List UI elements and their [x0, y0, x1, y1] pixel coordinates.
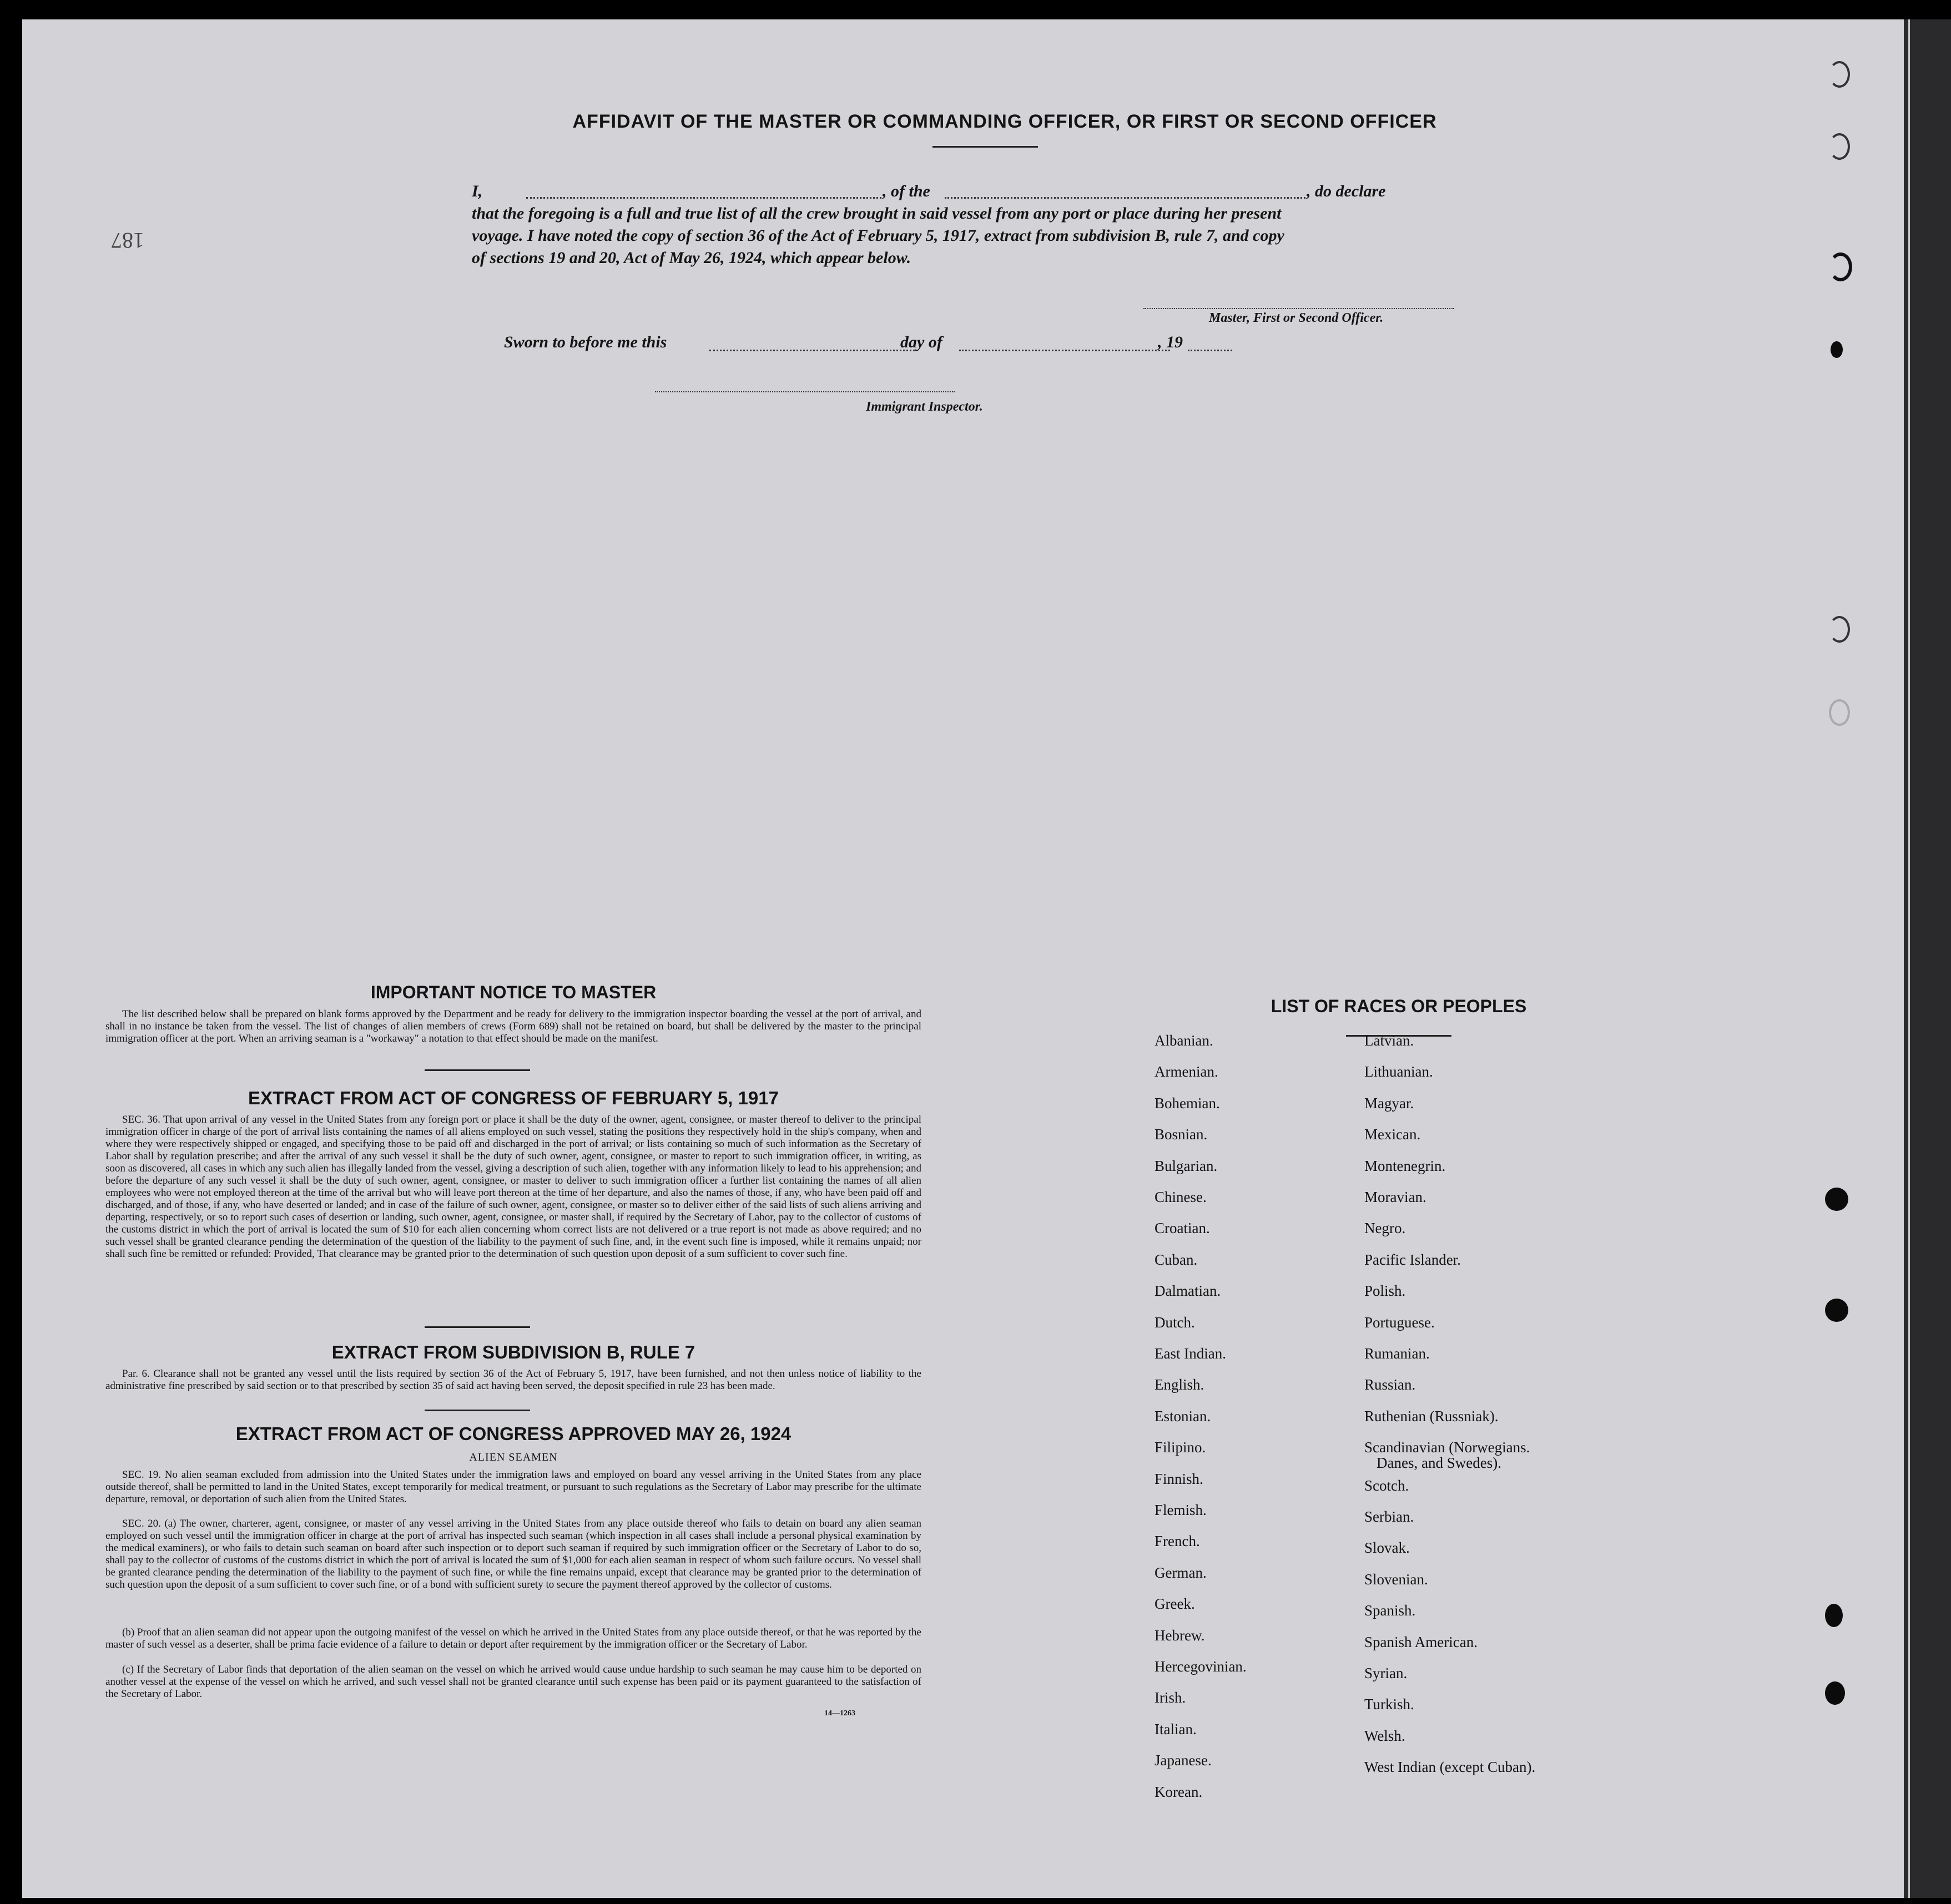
sworn-day-of: day of — [900, 333, 942, 351]
extract-1917-title: EXTRACT FROM ACT OF CONGRESS OF FEBRUARY 5, 1917 — [248, 1088, 779, 1108]
race-item: Scotch. — [1364, 1477, 1409, 1494]
race-item: Finnish. — [1155, 1470, 1203, 1487]
race-item: Portuguese. — [1364, 1314, 1435, 1331]
binder-hole — [1829, 252, 1852, 281]
affidavit-line3: voyage. I have noted the copy of section 36 of the Act of February 5, 1917, extract from subdivision B, rule 7, and copy — [472, 226, 1284, 245]
sworn-year-blank — [1188, 350, 1232, 351]
race-item: Rumanian. — [1364, 1345, 1430, 1362]
race-item: Danes, and Swedes). — [1377, 1454, 1501, 1472]
sworn-day-blank — [709, 350, 915, 351]
race-item: Magyar. — [1364, 1094, 1414, 1112]
rule7-text: Par. 6. Clearance shall not be granted any vessel until the lists required by section 36 of the Act of February 5, 1917, have been furnished, and not then unless notice of liability to the administrative fine prescribed by said section or to that prescribed by section 35 of said act having been served, the deposit specified in rule 23 has been made. — [105, 1368, 921, 1392]
notice-divider — [425, 1069, 530, 1071]
alien-seamen-subtitle: ALIEN SEAMEN — [469, 1451, 558, 1463]
race-item: Ruthenian (Russniak). — [1364, 1407, 1499, 1425]
sworn-year: , 19 — [1158, 333, 1183, 351]
sec20c-text: (c) If the Secretary of Labor finds that deportation of the alien seaman on the vessel on which he arrived would cause undue hardship to such seaman he may cause him to be deported on another vessel at the expense of the vessel on which he arrived, and such vessel shall not be granted clearance until such expense has been paid or its payment guaranteed to the satisfaction of the Secretary of Labor. — [105, 1664, 921, 1700]
rule7-divider — [425, 1410, 530, 1411]
notice-title: IMPORTANT NOTICE TO MASTER — [370, 982, 657, 1002]
race-item: Flemish. — [1155, 1502, 1207, 1518]
name-blank — [526, 197, 881, 199]
race-item: West Indian (except Cuban). — [1364, 1759, 1536, 1776]
race-item: Moravian. — [1364, 1189, 1426, 1205]
race-item: Hercegovinian. — [1155, 1658, 1247, 1675]
race-item: Syrian. — [1364, 1665, 1408, 1681]
race-item: Estonian. — [1155, 1407, 1211, 1425]
race-item: Chinese. — [1155, 1189, 1207, 1205]
race-item: Korean. — [1155, 1783, 1203, 1800]
affidavit-title: AFFIDAVIT OF THE MASTER OR COMMANDING OFFICER, OR FIRST OR SECOND OFFICER — [572, 111, 1437, 132]
race-item: Hebrew. — [1155, 1627, 1205, 1644]
race-item: Pacific Islander. — [1364, 1251, 1461, 1268]
form-number: 14—1263 — [824, 1709, 855, 1718]
race-item: Cuban. — [1155, 1251, 1198, 1268]
sec20b-text: (b) Proof that an alien seaman did not appear upon the outgoing manifest of the vessel on which he arrived in the United States from any place outside thereof, or that he was reported by the master of such vessel as a deserter, shall be prima facie evidence of a failure to detain or deport after requirement by the immigration officer or the Secretary of Labor. — [105, 1627, 921, 1650]
sworn-month-blank — [959, 350, 1170, 351]
affidavit-of-the: , of the — [883, 182, 930, 200]
race-item: Greek. — [1155, 1595, 1195, 1613]
race-item: Scandinavian (Norwegians. — [1364, 1439, 1530, 1456]
race-item: Welsh. — [1364, 1727, 1405, 1744]
race-item: Bulgarian. — [1155, 1157, 1218, 1174]
binder-hole — [1825, 1681, 1845, 1705]
title-divider — [932, 146, 1038, 148]
extract-1924-title: EXTRACT FROM ACT OF CONGRESS APPROVED MAY 26, 1924 — [235, 1423, 792, 1444]
race-item: French. — [1155, 1533, 1200, 1550]
race-item: Bohemian. — [1155, 1094, 1220, 1112]
binder-hole — [1829, 61, 1850, 88]
margin-mark: 187 — [111, 228, 144, 253]
race-item: Slovak. — [1364, 1539, 1410, 1557]
race-item: Montenegrin. — [1364, 1157, 1446, 1174]
race-item: Negro. — [1364, 1220, 1406, 1237]
affidavit-i: I, — [472, 182, 483, 200]
vessel-blank — [945, 197, 1305, 199]
race-item: Russian. — [1364, 1376, 1416, 1393]
affidavit-declare: , do declare — [1307, 182, 1386, 200]
notice-text: The list described below shall be prepared on blank forms approved by the Department and be ready for delivery to the immigration inspector boarding the vessel at the port of arrival, and shall in no instance be taken from the vessel. The list of changes of alien members of crews (Form 689) shall not be retained on board, but shall be delivered by the master to the principal immigration officer at the port. When an arriving seaman is a "workaway" a notation to that effect should be made on the manifest. — [105, 1008, 921, 1044]
race-item: Bosnian. — [1155, 1126, 1208, 1143]
affidavit-line4: of sections 19 and 20, Act of May 26, 1924, which appear below. — [472, 249, 911, 267]
sworn-text: Sworn to before me this — [504, 333, 667, 351]
race-item: Italian. — [1155, 1720, 1197, 1738]
race-item: Irish. — [1155, 1689, 1186, 1706]
binder-hole — [1829, 133, 1850, 160]
master-label: Master, First or Second Officer. — [1209, 311, 1384, 325]
affidavit-line2: that the foregoing is a full and true list of all the crew brought in said vessel from any port or place during her present — [472, 204, 1282, 223]
binder-hole — [1831, 341, 1843, 358]
race-item: Dalmatian. — [1155, 1282, 1221, 1300]
binder-hole — [1825, 1299, 1848, 1322]
binder-hole — [1825, 1188, 1848, 1211]
extract-1917-divider — [425, 1326, 530, 1328]
race-item: Albanian. — [1155, 1032, 1213, 1049]
master-signature-line — [1143, 308, 1454, 309]
race-item: Croatian. — [1155, 1220, 1210, 1237]
race-item: Slovenian. — [1364, 1570, 1428, 1588]
document-sheet — [22, 19, 1904, 1898]
race-item: German. — [1155, 1564, 1207, 1581]
rule7-title: EXTRACT FROM SUBDIVISION B, RULE 7 — [331, 1342, 695, 1362]
race-item: Armenian. — [1155, 1063, 1218, 1080]
race-item: Mexican. — [1364, 1126, 1421, 1143]
race-item: East Indian. — [1155, 1345, 1226, 1362]
race-item: Filipino. — [1155, 1439, 1206, 1456]
race-item: Turkish. — [1364, 1696, 1414, 1713]
race-item: Spanish American. — [1364, 1633, 1478, 1650]
race-item: Lithuanian. — [1364, 1063, 1433, 1080]
race-item: English. — [1155, 1376, 1204, 1393]
sec20a-text: SEC. 20. (a) The owner, charterer, agent, consignee, or master of any vessel arriving in the United States from any place outside thereof who fails to detain on board any alien seaman employed on such vessel until the immigration officer in charge at the port of arrival has inspected such seaman (which inspection in all cases shall include a personal physical examination by the medical examiners), or who fails to detain such seaman on board after such inspection or to deport such seaman if required by such immigration officer or the Secretary of Labor to do so, shall pay to the collector of customs of the customs district in which the port of arrival is located the sum of $1,000 for each alien seaman in respect of whom such failure occurs. No vessel shall be granted clearance pending the determination of the liability to the payment of such fine, or while the fine remains unpaid, except that clearance may be granted prior to the determination of such question upon the deposit of a sum sufficient to cover such fine, or of a bond with sufficient surety to secure the payment thereof approved by the collector of customs. — [105, 1518, 921, 1590]
sec19-text: SEC. 19. No alien seaman excluded from admission into the United States under the immigration laws and employed on board any vessel arriving in the United States from any place outside thereof, shall be permitted to land in the United States, except temporarily for medical treatment, or pursuant to such regulations as the Secretary of Labor may prescribe for the ultimate departure, removal, or deportation of such alien from the United States. — [105, 1469, 921, 1505]
page-edge — [1904, 19, 1951, 1898]
race-item: Polish. — [1364, 1282, 1406, 1300]
inspector-label: Immigrant Inspector. — [866, 400, 983, 414]
binder-hole — [1829, 699, 1850, 726]
race-item: Dutch. — [1155, 1314, 1195, 1331]
race-item: Serbian. — [1364, 1508, 1414, 1525]
binder-hole — [1825, 1604, 1843, 1627]
race-item: Spanish. — [1364, 1602, 1416, 1619]
inspector-signature-line — [655, 391, 955, 392]
race-item: Japanese. — [1155, 1752, 1212, 1769]
extract-1917-text: SEC. 36. That upon arrival of any vessel in the United States from any foreign port or place it shall be the duty of the owner, agent, consignee, or master thereof to deliver to the principal immigration officer in charge of the port of arrival lists containing the names of all aliens employed on such vessel, stating the positions they respectively hold in the ship's company, when and where they were respectively shipped or engaged, and specifying those to be paid off and discharged in the port of arrival; or lists containing so much of such information as the Secretary of Labor shall by regulation prescribe; and after the arrival of any such vessel it shall be the duty of such owner, agent, consignee, or master to report to such immigration officer, in writing, as soon as discovered, all cases in which any such alien has illegally landed from the vessel, giving a description of such alien, together with any information likely to lead to his apprehension; and before the departure of any such vessel it shall be the duty of such owner, agent, consignee, or master to deliver to such immigration officer a further list containing the names of all alien employees who were not employed thereon at the time of the arrival but who will leave port thereon at the time of her departure, and also the names of those, if any, who have been paid off and discharged, and of those, if any, who have deserted or landed; and in case of the failure of such owner, agent, consignee, or master so to deliver either of the said lists of such aliens arriving and departing, respectively, or so to report such cases of desertion or landing, such owner, agent, consignee, or master shall, if required by the Secretary of Labor, pay to the collector of customs of the customs district in which the port of arrival is located the sum of $10 for each alien concerning whom correct lists are not delivered or a true report is not made as above required; and no such vessel shall be granted clearance pending the determination of the question of the liability to the payment of such fine, and, in the event such fine is imposed, while it remains unpaid; nor shall such fine be remitted or refunded: Provided, That clearance may be granted prior to the determination of such question upon deposit of a sum sufficient to cover such fine. — [105, 1114, 921, 1260]
races-title: LIST OF RACES OR PEOPLES — [1271, 996, 1527, 1016]
race-item: Latvian. — [1364, 1032, 1414, 1049]
binder-hole — [1829, 616, 1850, 643]
